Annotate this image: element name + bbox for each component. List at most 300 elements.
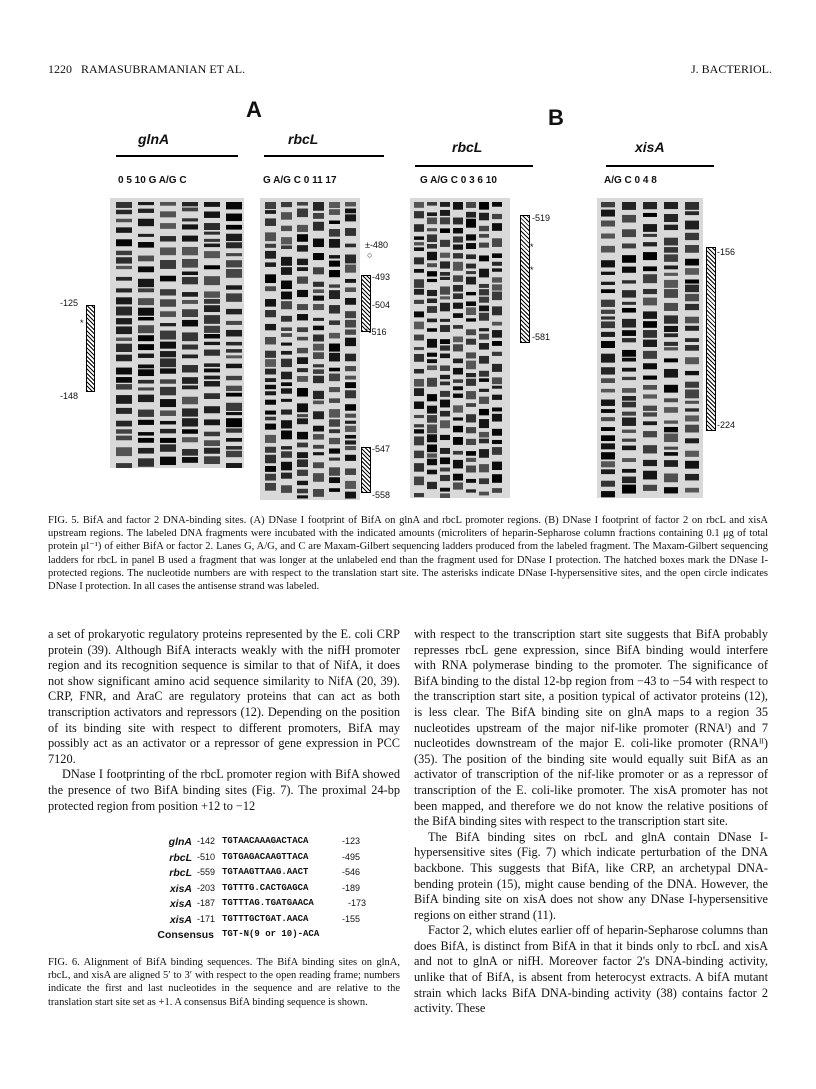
gel-band [138,317,154,320]
gel-band [281,245,292,249]
gel-band [440,240,450,247]
gel-band [622,308,636,313]
gel-band [492,407,502,411]
gel-band [204,202,220,207]
gel-band [601,443,615,449]
gel-band [329,438,340,444]
gel-band [414,401,424,408]
gel-band [643,471,657,480]
gel-band [265,466,276,472]
gel-band [479,492,489,496]
gel-band [182,247,198,255]
gel-band [313,391,324,399]
gel-band [685,338,699,342]
gel-band [479,234,489,238]
gel-band [182,300,198,304]
gel-band [281,420,292,428]
gel-glna-label: * [80,318,84,328]
gel-band [479,213,489,221]
gel-band [138,308,154,316]
gel-band [414,424,424,427]
gel-band [643,266,657,271]
gel-band [479,397,489,404]
gel-band [345,338,356,346]
gel-glna-rule [116,155,238,157]
gel-band [440,217,450,224]
gel-band [329,429,340,433]
figure-5 [60,95,760,505]
gel-band [601,246,615,253]
alignment-row: rbcL -559 TGTAAGTTAAG.AACT -546 [169,867,361,879]
gel-band [329,229,340,237]
gel-band [138,448,154,454]
gel-rbcl-a-label: ±-480 [365,240,388,250]
gel-band [453,368,463,375]
gel-band [138,209,154,213]
gel-band [297,327,308,332]
gel-band [622,402,636,408]
gel-band [492,377,502,384]
gel-band [427,434,437,442]
alignment-row: xisA -171 TGTTTGCTGAT.AACA -155 [169,913,361,926]
gel-band [414,335,424,341]
gel-rbcl-a-lanes: G A/G C 0 11 17 [263,175,337,186]
gel-band [427,365,437,370]
gel-band [116,326,132,334]
alignment-row: xisA -203 TGTTTG.CACTGAGCA -189 [169,882,361,895]
gel-band [685,408,699,411]
gel-band [685,438,699,443]
gel-band [664,358,678,362]
gel-band [664,238,678,246]
gel-band [182,292,198,297]
gel-band [345,265,356,273]
gel-band [265,337,276,345]
gel-band [440,277,450,280]
gel-band [664,447,678,450]
gel-band [492,322,502,326]
gel-band [204,251,220,258]
gel-band [453,474,463,481]
gel-band [414,436,424,445]
gel-band [204,350,220,356]
gel-band [664,225,678,230]
gel-band [685,294,699,301]
gel-band [601,332,615,337]
gel-band [138,298,154,305]
gel-band [182,259,198,268]
gel-band [345,244,356,248]
gel-band [204,419,220,425]
gel-band [492,253,502,258]
gel-band [601,221,615,227]
gel-band [601,316,615,319]
gel-band [492,386,502,389]
gel-band [329,239,340,248]
gel-band [440,420,450,428]
gel-band [492,395,502,400]
gel-band [414,451,424,458]
gel-band [160,323,176,326]
gel-band [685,285,699,292]
gel-band [281,473,292,479]
gel-band [427,218,437,225]
gel-band [160,410,176,416]
gel-band [440,391,450,397]
gel-band [414,224,424,232]
gel-band [643,274,657,283]
gel-band [601,260,615,267]
gel-xisa-title: xisA [635,139,665,155]
gel-band [116,436,132,441]
gel-rbcl-b-label: * [530,242,534,252]
gel-band [281,316,292,322]
gel-band [601,378,615,383]
right-column [414,627,768,1017]
gel-band [440,287,450,295]
gel-band [345,279,356,283]
gel-band [440,303,450,312]
gel-band [297,432,308,440]
gel-band [427,252,437,260]
gel-band [414,236,424,239]
gel-band [643,406,657,411]
gel-band [297,368,308,372]
gel-band [622,485,636,494]
panel-label-a: A [246,97,262,122]
gel-band [492,488,502,493]
gel-band [643,394,657,398]
gel-band [297,376,308,382]
gel-band [622,243,636,248]
gel-band [622,302,636,305]
gel-band [685,451,699,457]
gel-band [160,331,176,340]
gel-band [226,364,242,368]
gel-band [297,202,308,206]
gel-band [601,409,615,413]
gel-band [664,420,678,423]
gel-band [182,345,198,350]
gel-band [204,456,220,464]
gel-band [643,363,657,369]
gel-band [345,492,356,499]
gel-band [479,419,489,428]
gel-band [453,379,463,383]
gel-band [601,282,615,285]
gel-band [281,292,292,300]
gel-xisa-bands [597,198,703,498]
gel-band [479,255,489,261]
gel-band [265,483,276,491]
gel-band [479,343,489,350]
gel-band [329,477,340,483]
gel-band [427,424,437,433]
gel-band [329,448,340,453]
gel-band [297,452,308,458]
gel-band [204,291,220,297]
gel-band [440,457,450,464]
gel-band [427,279,437,282]
gel-band [297,337,308,341]
gel-band [414,257,424,264]
gel-band [329,458,340,461]
alignment-row: glnA -142 TGTAACAAAGACTACA -123 [168,836,361,848]
gel-band [622,330,636,336]
gel-band [427,212,437,216]
gel-band [685,245,699,253]
gel-band [313,452,324,455]
gel-band [313,344,324,351]
gel-band [492,429,502,436]
gel-xisa-rule [606,165,714,167]
gel-rbcl-a-label: *-516 [365,327,387,337]
gel-band [414,300,424,304]
gel-band [116,355,132,362]
gel-band [329,261,340,267]
gel-band [297,290,308,297]
gel-band [297,314,308,320]
gel-band [345,382,356,388]
gel-band [297,459,308,467]
gel-band [427,328,437,331]
gel-band [492,341,502,346]
gel-band [453,325,463,329]
gel-band [643,242,657,246]
gel-band [116,318,132,324]
gel-rbcl-a-title: rbcL [288,131,319,147]
gel-band [116,266,132,269]
gel-band [492,238,502,247]
gel-band [685,382,699,388]
gel-band [345,414,356,418]
gel-band [329,467,340,475]
gel-band [226,342,242,346]
gel-band [664,254,678,261]
gel-band [281,333,292,337]
left-paragraph-2: DNase I footprinting of the rbcL promoter region with BifA showed the presence of two BifA binding sites (Fig. 7). The proximal 24-bp protected region from position +12 to −12 [48,767,400,813]
gel-band [466,202,476,208]
gel-band [265,385,276,389]
gel-band [466,458,476,462]
gel-band [643,289,657,294]
gel-band [204,299,220,304]
gel-band [453,293,463,299]
gel-band [492,292,502,301]
gel-band [182,309,198,317]
gel-glna-bands [110,198,244,468]
gel-band [313,222,324,231]
gel-band [281,202,292,207]
gel-band [440,411,450,417]
gel-rbcl-b-image [410,198,510,498]
gel-band [116,368,132,375]
gel-band [601,427,615,431]
gel-band [440,468,450,472]
gel-band [414,279,424,288]
right-paragraph-3: Factor 2, which elutes earlier off of heparin-Sepharose columns than does BifA, is distinct from BifA in that it binds only to rbcL and xisA and not to glnA or nifH. Moreover factor 2's DNA-binding activity, unlike that of BifA, is absent from heterocyst extracts. A bifA mutant strain which lacks BifA DNA-binding activity (38) contains factor 2 activity. These [414,923,768,1016]
gel-band [601,491,615,497]
gel-rbcl-b-label: * [530,265,534,275]
gel-band [427,459,437,465]
gel-band [313,445,324,449]
gel-band [204,334,220,338]
gel-band [685,304,699,310]
gel-band [685,389,699,398]
gel-band [297,225,308,232]
gel-band [414,289,424,295]
gel-band [313,202,324,211]
gel-band [414,269,424,273]
gel-band [182,365,198,372]
gel-band [204,223,220,230]
gel-glna-protected-box [86,305,95,392]
gel-band [440,296,450,299]
gel-band [466,489,476,492]
gel-band [601,461,615,467]
gel-band [440,210,450,216]
gel-band [479,284,489,288]
gel-band [345,255,356,264]
gel-band [345,421,356,424]
gel-band [643,385,657,390]
gel-band [664,214,678,222]
gel-band [440,261,450,268]
gel-band [182,218,198,221]
gel-band [345,440,356,444]
gel-band [182,437,198,442]
gel-band [622,417,636,425]
gel-band [138,410,154,417]
gel-band [226,349,242,353]
gel-band [265,400,276,405]
gel-band [466,318,476,321]
gel-band [297,277,308,284]
gel-band [345,311,356,318]
gel-band [281,359,292,367]
gel-band [685,474,699,480]
gel-band [226,451,242,457]
gel-band [643,421,657,425]
gel-band [643,252,657,260]
gel-band [116,447,132,456]
gel-band [265,359,276,367]
gel-band [182,277,198,284]
gel-band [479,389,489,392]
gel-band [226,412,242,415]
gel-band [345,376,356,380]
gel-band [281,446,292,449]
gel-band [643,412,657,416]
gel-band [345,446,356,450]
gel-band [204,363,220,367]
gel-band [479,378,489,382]
gel-band [265,424,276,430]
gel-band [265,411,276,415]
gel-band [182,449,198,456]
gel-band [204,244,220,248]
gel-band [440,228,450,233]
gel-band [329,305,340,313]
gel-band [440,319,450,322]
gel-band [345,209,356,214]
gel-band [138,234,154,237]
gel-band [160,444,176,451]
gel-band [466,361,476,370]
gel-band [466,427,476,433]
gel-band [160,223,176,229]
gel-band [226,376,242,380]
gel-band [138,288,154,292]
gel-glna-image [110,198,244,468]
gel-band [281,462,292,471]
gel-band [440,435,450,440]
gel-xisa-label: -156 [717,247,736,257]
gel-band [204,393,220,399]
gel-band [313,434,324,440]
gel-band [329,333,340,339]
gel-band [643,351,657,359]
gel-band [182,202,198,206]
gel-band [492,364,502,372]
gel-band [453,359,463,364]
gel-band [440,353,450,358]
gel-band [622,368,636,372]
alignment-row: rbcL -510 TGTGAGACAAGTTACA -495 [169,851,361,864]
gel-band [664,347,678,350]
gel-band [160,299,176,307]
gel-band [453,313,463,318]
gel-band [685,345,699,351]
gel-band [265,324,276,330]
gel-band [281,237,292,244]
gel-band [138,344,154,350]
gel-band [414,311,424,317]
gel-band [226,403,242,411]
gel-band [414,354,424,362]
gel-band [601,210,615,217]
gel-band [479,478,489,484]
gel-band [492,330,502,338]
gel-band [643,224,657,232]
gel-band [427,299,437,303]
gel-band [466,379,476,386]
gel-band [226,260,242,267]
gel-band [427,202,437,206]
gel-band [226,330,242,337]
gel-band [685,202,699,210]
gel-band [138,420,154,425]
gel-band [427,339,437,348]
gel-band [138,279,154,287]
gel-band [453,202,463,210]
gel-band [226,321,242,325]
gel-band [685,326,699,331]
gel-band [466,234,476,240]
gel-band [313,352,324,359]
gel-band [479,243,489,248]
gel-band [492,262,502,266]
right-paragraph-2: The BifA binding sites on rbcL and glnA contain DNase I-hypersensitive sites (Fig. 7) which indicate perturbation of the DNA backbone. This suggests that BifA, like CRP, an archetypal DNA-bending protein (15), might cause bending of the DNA. However, the BifA binding site on xisA does not show any DNase I-hypersensitive regions on either strand (11). [414,829,768,922]
gel-band [622,469,636,473]
gel-band [685,415,699,421]
gel-band [138,387,154,390]
gel-band [297,470,308,476]
gel-band [453,262,463,271]
gel-band [601,452,615,459]
gel-band [313,369,324,374]
gel-band [297,418,308,424]
